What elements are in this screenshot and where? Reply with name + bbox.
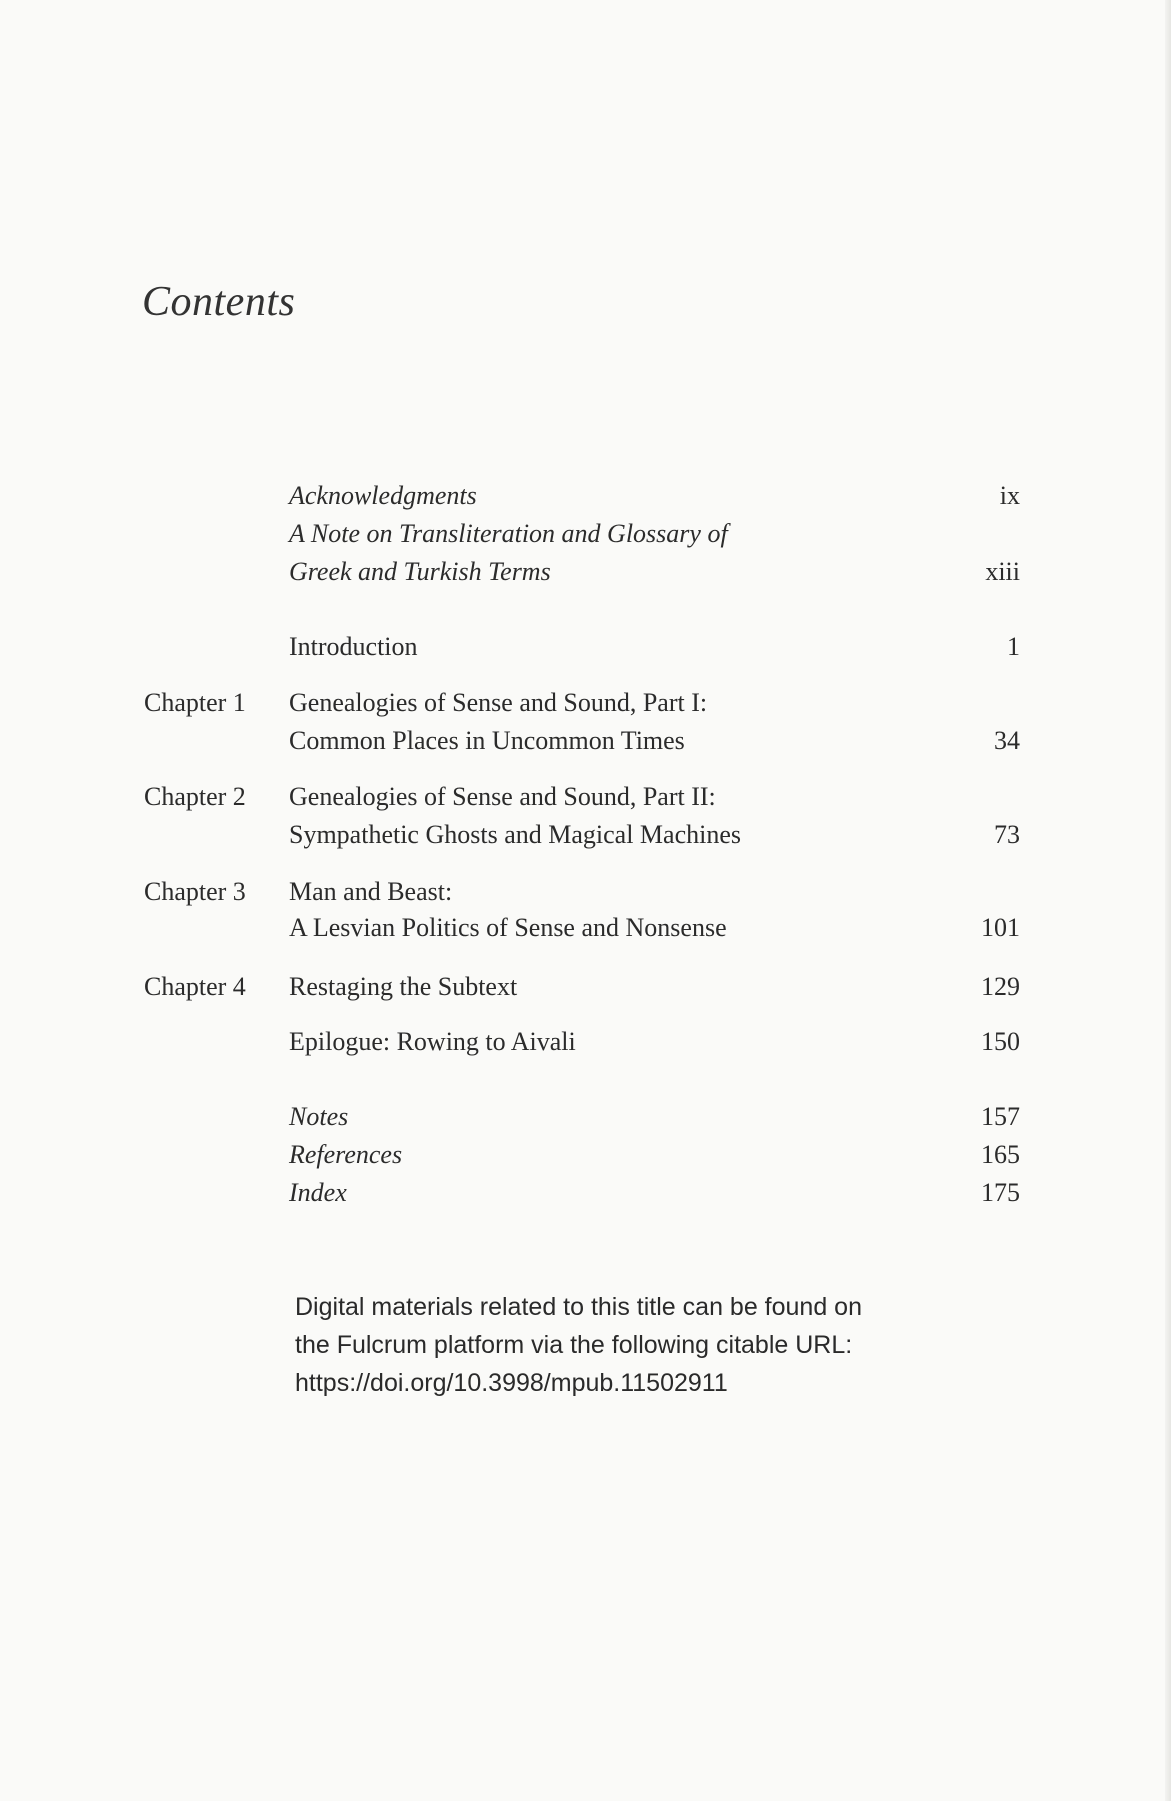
chapter-label: Chapter 3	[144, 877, 246, 906]
toc-entry-transliteration-note[interactable]	[0, 514, 1171, 554]
toc-entry-page: 1	[1007, 632, 1020, 661]
doi-link[interactable]: https://doi.org/10.3998/mpub.11502911	[295, 1369, 728, 1397]
toc-entry-acknowledgments[interactable]	[0, 476, 1171, 516]
toc-entry-title: Epilogue: Rowing to Aivali	[289, 1027, 576, 1056]
toc-entry-notes[interactable]	[0, 1097, 1171, 1137]
toc-entry-chapter-2[interactable]	[0, 777, 1171, 817]
toc-entry-introduction[interactable]	[0, 627, 1171, 667]
page-title: Contents	[142, 279, 296, 325]
digital-materials-note	[295, 1288, 935, 1402]
toc-entry-title: References	[289, 1140, 403, 1169]
chapter-label: Chapter 1	[144, 688, 246, 717]
toc-entry-page: 34	[994, 726, 1020, 755]
toc-entry-page: 73	[994, 820, 1020, 849]
toc-entry-chapter-1-cont[interactable]	[0, 721, 1171, 761]
toc-entry-title: Sympathetic Ghosts and Magical Machines	[289, 820, 742, 849]
toc-entry-chapter-1[interactable]	[0, 683, 1171, 723]
toc-entry-title: Greek and Turkish Terms	[289, 557, 551, 586]
toc-entry-chapter-2-cont[interactable]	[0, 815, 1171, 855]
toc-entry-epilogue[interactable]	[0, 1022, 1171, 1062]
toc-entry-title: Introduction	[289, 632, 418, 661]
note-line: Digital materials related to this title can be found on	[295, 1293, 862, 1321]
toc-entry-title: Notes	[289, 1102, 349, 1131]
toc-entry-page: 157	[981, 1102, 1020, 1131]
toc-entry-title: Genealogies of Sense and Sound, Part II:	[289, 782, 716, 811]
toc-entry-chapter-3-cont[interactable]	[0, 908, 1171, 948]
toc-entry-page: 175	[981, 1178, 1020, 1207]
toc-entry-transliteration-note-cont[interactable]	[0, 552, 1171, 592]
toc-entry-page: 129	[981, 972, 1020, 1001]
toc-entry-title: Common Places in Uncommon Times	[289, 726, 685, 755]
toc-entry-chapter-3[interactable]	[0, 872, 1171, 912]
toc-entry-page: 101	[981, 913, 1020, 942]
toc-entry-page: ix	[999, 481, 1020, 510]
toc-entry-title: A Lesvian Politics of Sense and Nonsense	[289, 913, 727, 942]
toc-entry-references[interactable]	[0, 1135, 1171, 1175]
toc-entry-title: Acknowledgments	[289, 481, 477, 510]
toc-entry-title: Man and Beast:	[289, 877, 453, 906]
toc-entry-title: Restaging the Subtext	[289, 972, 518, 1001]
toc-entry-title: Genealogies of Sense and Sound, Part I:	[289, 688, 708, 717]
toc-entry-page: 165	[981, 1140, 1020, 1169]
note-line: the Fulcrum platform via the following citable URL:	[295, 1331, 853, 1359]
chapter-label: Chapter 2	[144, 782, 246, 811]
toc-entry-title: A Note on Transliteration and Glossary of	[289, 519, 728, 548]
toc-entry-title: Index	[289, 1178, 347, 1207]
toc-entry-page: xiii	[985, 557, 1020, 586]
toc-entry-page: 150	[981, 1027, 1020, 1056]
toc-entry-index[interactable]	[0, 1173, 1171, 1213]
chapter-label: Chapter 4	[144, 972, 246, 1001]
toc-entry-chapter-4[interactable]	[0, 967, 1171, 1007]
